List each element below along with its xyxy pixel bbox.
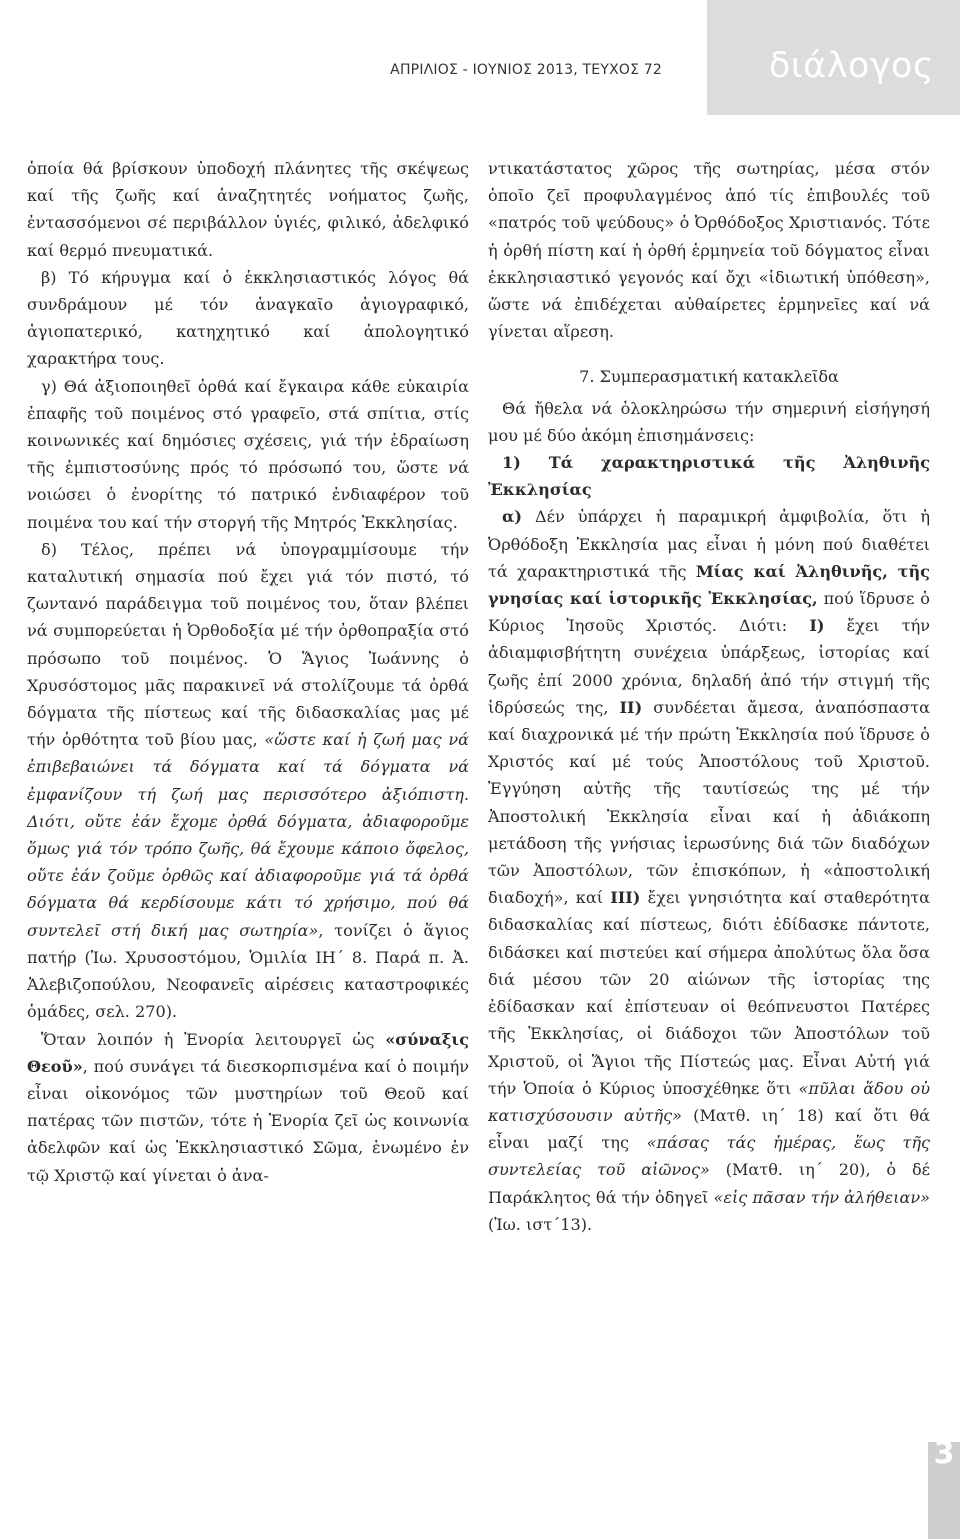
label-a: α) [502,507,522,527]
paragraph-d [27,536,469,1026]
quote-2: «πάσας τάς ἡμέρας, ἕως τῆς συντελείας τοῦ αἰῶνος» [488,1133,930,1180]
a-text-6: (Ματθ. ιη΄ 18) καί ὅτι θά εἶναι μαζί της [488,1105,930,1153]
section-heading [488,363,930,390]
magazine-title: διάλογος [768,46,934,86]
masthead-box [707,0,960,115]
a-text-3: ἔχει τήν ἀδιαμφισβήτητη συνέχεια ὑπάρξεως, ἱστορίας καί ζωῆς ἐπί 2000 χρόνια, δηλαδή ἀπό τήν στιγμή τῆς ἱδρύσεώς της, [488,616,930,717]
a-text-8: (Ἰω. ιστ΄13). [488,1214,593,1234]
chrysostom-quote: «ὥστε καί ἡ ζωή μας νά ἐπιβεβαιώνει τά δόγματα καί τά δόγματα νά ἐμφανίζουν τή ζωή μας περισσότερο ἀξιόπιστη. Διότι, οὔτε ἐάν ἔχομε ὀρθά δόγματα, ἀδιαφοροῦμε ὅμως γιά τόν τρόπο ζωῆς, θά ἔχουμε κάποιο ὄφελος, οὔτε ἐάν ζοῦμε ὀρθῶς καί ἀδιαφοροῦμε γιά τά ὀρθά δόγματα θά κερδίσουμε κάτι τό χρήσιμο, πού θά συντελεῖ στή δική μας σωτηρία» [27,730,469,940]
label-I: I) [809,616,825,636]
page-number: 3 [933,1436,955,1471]
section-heading-text: 7. Συμπερασματική κατακλεῖδα [579,367,839,387]
subheading: 1) Τά χαρακτηριστικά τῆς Ἀληθινῆς Ἐκκλησίας [488,453,930,500]
a-text-2: πού ἵδρυσε ὁ Κύριος Ἰησοῦς Χριστός. Διότι: [488,589,930,636]
a-text-1: Δέν ὑπάρχει ἡ παραμικρή ἀμφιβολία, ὅτι ἡ Ὀρθόδοξη Ἐκκλησία μας εἶναι ἡ μόνη πού διαθέτει τά χαρακτηριστικά τῆς [488,507,930,581]
paragraph-parish-text: Ὅταν λοιπόν ἡ Ἐνορία λειτουργεῖ ὡς [41,1029,386,1049]
a-bold: Μίας καί Ἀληθινῆς, τῆς γνησίας καί ἱστορικῆς Ἐκκλησίας, [488,561,930,609]
issue-info: ΑΠΡΙΛΙΟΣ - ΙΟΥΝΙΟΣ 2013, ΤΕΥΧΟΣ 72 [390,62,662,78]
label-II: II) [619,697,643,717]
paragraph-parish [27,1026,469,1189]
paragraph-continued: ὁποία θά βρίσκουν ὑποδοχή πλάνητες τῆς σκέψεως καί τῆς ζωῆς καί ἀναζητητές νοήματος ζωῆς, ἐντασσόμενοι σέ περιβάλλον ὑγιές, φιλικό, ἀδελφικό καί θερμό πνευματικά. [27,159,469,260]
paragraph-d-text: δ) Τέλος, πρέπει νά ὑπογραμμίσουμε τήν καταλυτική σημασία πού ἔχει γιά τόν πιστό, τό ζωντανό παράδειγμα τοῦ ποιμένος του, ὅταν βλέπει νά συμπορεύεται ἡ Ὀρθοδοξία μέ τήν ὀρθοπραξία στό πρόσωπο τοῦ ποιμένος. Ὁ Ἅγιος Ἰωάννης ὁ Χρυσόστομος μᾶς παρακινεῖ νά στολίζουμε τά ὀρθά δόγματα τῆς πίστεως καί τῆς διδασκαλίας μας μέ τήν ὀρθότητα τοῦ βίου μας, [27,539,469,750]
synaxis-bold: «σύναξις Θεοῦ» [27,1029,469,1076]
paragraph-intro: Θά ἤθελα νά ὁλοκληρώσω τήν σημερινή εἰσήγησή μου μέ δύο ἀκόμη ἐπισημάνσεις: [488,398,930,445]
label-III: III) [610,888,641,908]
a-text-7: (Ματθ. ιη΄ 20), ὁ δέ Παράκλητος θά τήν ὁδηγεῖ [488,1160,930,1207]
a-text-5: ἔχει γνησιότητα καί σταθερότητα διδασκαλίας καί πίστεως, διότι ἐδίδασκε πάντοτε, διδάσκει καί πιστεύει καί σήμερα ἀπολύτως ὅλα ὅσα διά μέσου τῶν 20 αἰώνων τῆς ἱστορίας της ἐδίδασκαν καί ἐπίστευαν οἱ θεόπνευστοι Πατέρες τῆς Ἐκκλησίας, οἱ διάδοχοι τῶν Ἀποστόλων τοῦ Χριστοῦ, οἱ Ἅγιοι τῆς Πίστεώς μας. Εἶναι Αὐτή γιά τήν Ὁποία ὁ Κύριος ὑποσχέθηκε ὅτι [488,888,930,1098]
paragraph-d-citation: , τονίζει ὁ ἅγιος πατήρ (Ἰω. Χρυσοστόμου, Ὁμιλία ΙΗ΄ 8. Παρά π. Ἀ. Ἀλεβιζοπούλου, Νεοφανεῖς αἱρέσεις καταστροφικές ὁμάδες, σελ. 270). [27,920,469,1022]
paragraph-a [488,503,930,1237]
right-column [488,155,930,1238]
paragraph-continued-right: ντικατάστατος χῶρος τῆς σωτηρίας, μέσα στόν ὁποῖο ζεῖ προφυλαγμένος ἀπό τίς ἐπιβουλές τοῦ «πατρός τοῦ ψεύδους» ὁ Ὀρθόδοξος Χριστιανός. Τότε ἡ ὀρθή πίστη καί ἡ ὀρθή ἑρμηνεία τοῦ δόγματος εἶναι ἐκκλησιαστικό γεγονός καί ὄχι «ἰδιωτική ὑπόθεση», ὥστε νά ἐπιδέχεται αὐθαίρετες ἑρμηνεῖες καί νά γίνεται αἵρεση. [488,159,930,342]
quote-3: «εἰς πᾶσαν τήν ἀλήθειαν» [713,1187,930,1207]
quote-1: «πῦλαι ἅδου οὐ κατισχύσουσιν αὐτῆς» [488,1078,930,1125]
a-text-4: συνδέεται ἄμεσα, ἀναπόσπαστα καί διαχρονικά μέ τήν πρώτη Ἐκκλησία πού ἵδρυσε ὁ Χριστός καί μέ τούς Ἀποστόλους τοῦ Χριστοῦ. Ἐγγύηση αὐτῆς τῆς ταυτίσεώς της μέ τήν Ἀποστολική Ἐκκλησία εἶναι καί ἡ ἀδιάκοπη μετάδοση τῆς γνήσιας ἱερωσύνης διά τῶν διαδόχων τῶν Ἀποστόλων, τῶν ἐπισκόπων, ἡ «ἀποστολική διαδοχή», καί [488,697,930,908]
left-column [27,155,469,1189]
paragraph-b: β) Τό κήρυγμα καί ὁ ἐκκλησιαστικός λόγος θά συνδράμουν μέ τόν ἀναγκαῖο ἁγιογραφικό, ἁγιοπατερικό, κατηχητικό καί ἀπολογητικό χαρακτήρα τους. [27,267,469,369]
paragraph-g: γ) Θά ἀξιοποιηθεῖ ὀρθά καί ἔγκαιρα κάθε εὐκαιρία ἐπαφῆς τοῦ ποιμένος στό γραφεῖο, στά σπίτια, στίς κοινωνικές καί δημόσιες σχέσεις, γιά τήν ἑδραίωση τῆς ἐμπιστοσύνης πρός τό πρόσωπό του, ὥστε νά νοιώσει ὁ ἐνορίτης τό πατρικό ἐνδιαφέρον τοῦ ποιμένα του καί τήν στοργή τῆς Μητρός Ἐκκλησίας. [27,376,469,532]
paragraph-parish-rest: , πού συνάγει τά διεσκορπισμένα καί ὁ ποιμήν εἶναι οἰκονόμος τῶν μυστηρίων τοῦ Θεοῦ καί πατέρας τῶν πιστῶν, τότε ἡ Ἐνορία ζεῖ ὡς κοινωνία ἀδελφῶν καί ὡς Ἐκκλησιαστικό Σῶμα, ἑνωμένο ἐν τῷ Χριστῷ καί γίνεται ὁ ἀνα- [27,1056,469,1185]
